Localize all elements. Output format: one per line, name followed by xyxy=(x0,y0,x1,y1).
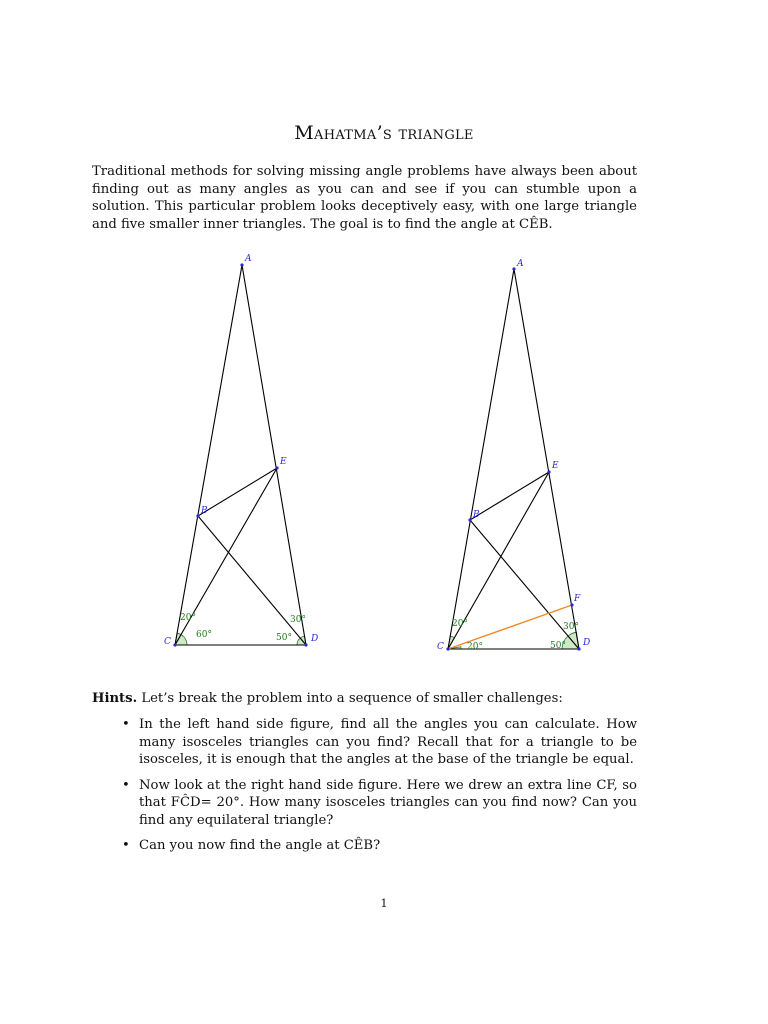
right-angle-c-upper-label: 20° xyxy=(452,619,468,629)
right-point-e xyxy=(547,470,550,473)
right-angle-d-lower-label: 50° xyxy=(550,641,566,651)
page-title: Mahatma’s triangle xyxy=(294,122,474,144)
hints-text: Let’s break the problem into a sequence of smaller challenges: xyxy=(141,691,563,706)
hint-list xyxy=(122,716,637,863)
left-point-e xyxy=(275,466,278,469)
left-label-d: D xyxy=(311,634,319,644)
right-line-be xyxy=(470,472,549,520)
left-label-e: E xyxy=(280,457,287,467)
hints-heading: Hints. xyxy=(92,691,138,706)
left-angle-c-lower-label: 60° xyxy=(196,630,212,640)
right-label-e: E xyxy=(552,461,559,471)
left-label-c: C xyxy=(164,637,171,647)
right-label-a: A xyxy=(517,259,524,269)
left-figure xyxy=(164,254,318,647)
right-side-ad xyxy=(514,269,579,649)
right-label-f: F xyxy=(574,594,581,604)
right-point-a xyxy=(512,267,515,270)
hints-intro xyxy=(92,690,637,708)
right-label-c: C xyxy=(437,642,444,652)
right-label-d: D xyxy=(583,638,591,648)
left-label-b: B xyxy=(201,506,208,516)
left-line-db xyxy=(198,516,306,645)
right-figure xyxy=(437,259,590,652)
left-angle-d-lower-label: 50° xyxy=(276,633,292,643)
left-side-ad xyxy=(242,265,306,645)
left-label-a: A xyxy=(245,254,252,264)
left-point-a xyxy=(240,263,243,266)
page-number: 1 xyxy=(380,897,388,910)
hint-item: • In the left hand side figure, find all the angles you can calculate. How many isosceles triangles can you find? Recall that for a triangle to be isosceles, it is enough that the angles at the base of the triangle be equal. xyxy=(122,716,637,769)
intro-paragraph: Traditional methods for solving missing angle problems have always been about finding out as many angles as you can and see if you can stumble upon a solution. This particular problem looks deceptively easy, with one large triangle and five smaller inner triangles. The goal is to find the angle at CÊB. xyxy=(92,164,637,232)
right-point-b xyxy=(468,518,471,521)
hint-item: • Can you now find the angle at CÊB? xyxy=(122,837,637,855)
left-point-d xyxy=(304,643,307,646)
left-line-be xyxy=(198,468,277,516)
left-point-c xyxy=(173,643,176,646)
right-label-b: B xyxy=(473,510,480,520)
right-point-d xyxy=(577,647,580,650)
hint-item: • Now look at the right hand side figure. Here we drew an extra line CF, so that FĈD= 20°. How many isosceles triangles can you find now? Can you find any equilateral triangle? xyxy=(122,777,637,830)
right-point-c xyxy=(446,647,449,650)
left-angle-c-upper-label: 20° xyxy=(180,613,196,623)
right-angle-d-upper-label: 30° xyxy=(563,622,579,632)
left-angle-d-upper-label: 30° xyxy=(290,615,306,625)
right-angle-c-lower-label: 20° xyxy=(467,642,483,652)
left-point-b xyxy=(196,514,199,517)
left-side-ac xyxy=(175,265,242,645)
